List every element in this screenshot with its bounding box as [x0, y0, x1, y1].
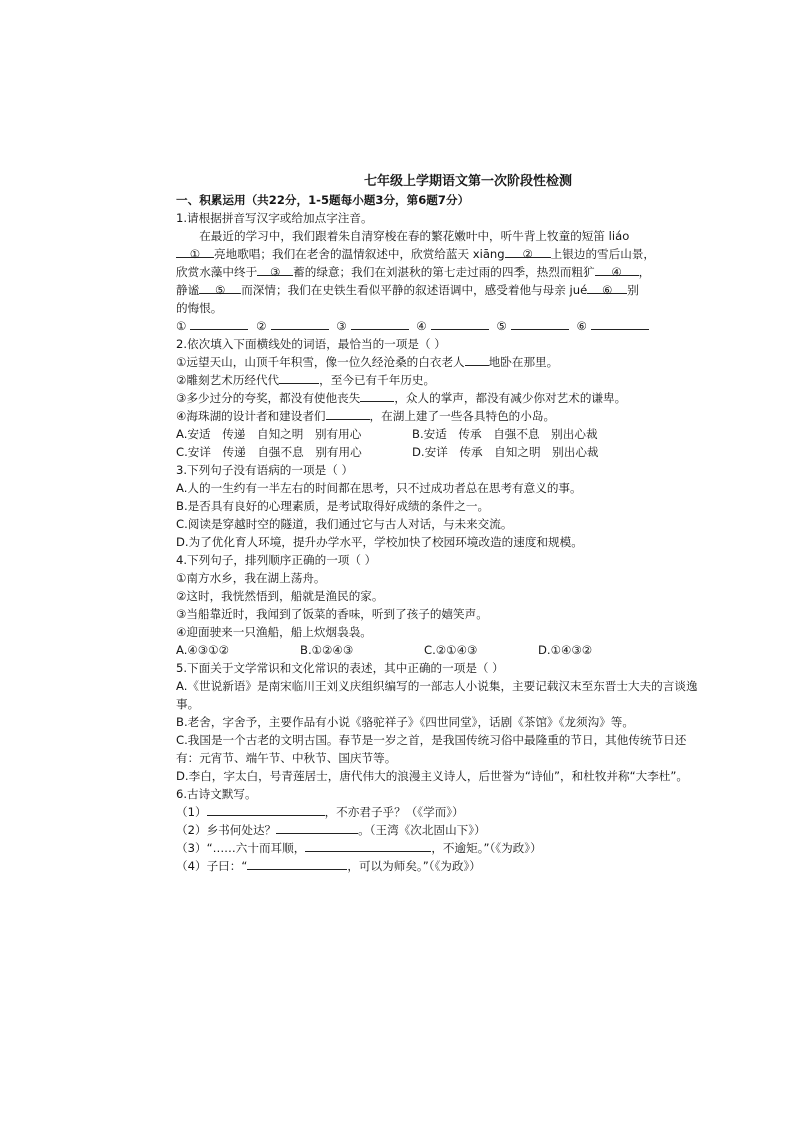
q1-para-line2: ① 亮地歌唱；我们在老舍的温情叙述中，欣赏给蓝天 xiāng ② 上银边的雪后山景， — [176, 245, 700, 263]
q3-option-a[interactable]: A.人的一生约有一半左右的时间都在思考，只不过成功者总在思考有意义的事。 — [176, 481, 582, 495]
blank-6: ⑥ — [587, 281, 627, 294]
q2-sentence-1: ①远望天山，山顶千年积雪，像一位久经沧桑的白衣老人 地卧在那里。 — [176, 355, 559, 369]
q4-sentence-4: ④迎面驶来一只渔船，船上炊烟袅袅。 — [176, 625, 372, 639]
q1-para-line5: 的悔恨。 — [176, 301, 223, 315]
q3-option-c[interactable]: C.阅读是穿越时空的隧道，我们通过它与古人对话，与未来交流。 — [176, 517, 513, 531]
q5-option-d[interactable]: D.李白，字太白，号青莲居士，唐代伟大的浪漫主义诗人，后世誉为“诗仙”，和杜牧并称“大李杜”。 — [176, 769, 688, 783]
q2-blank-1[interactable] — [465, 353, 489, 366]
q2-options-row1 — [176, 425, 700, 443]
answer-blank-2[interactable] — [271, 317, 329, 330]
q6-line-4: （4）子曰：“ ，可以为师矣。”（《为政》） — [176, 859, 481, 873]
blank-5: ⑤ — [199, 281, 241, 294]
q4-sentence-1: ①南方水乡，我在湖上荡舟。 — [176, 571, 326, 585]
q2-options-row2 — [176, 443, 700, 461]
q6-blank-2[interactable] — [276, 821, 358, 834]
q2-sentence-3: ③多少过分的夸奖，都没有使他丧失 ，众人的掌声，都没有减少你对艺术的谦卑。 — [176, 391, 627, 405]
q2-blank-4[interactable] — [326, 407, 370, 420]
blank-2: ② — [505, 245, 551, 258]
q2-blank-3[interactable] — [360, 389, 394, 402]
q5-stem: 5.下面关于文学常识和文化常识的表述，其中正确的一项是（ ） — [176, 661, 504, 675]
q4-sentence-3: ③当船靠近时，我闻到了饭菜的香味，听到了孩子的嬉笑声。 — [176, 607, 488, 621]
q6-blank-3[interactable] — [305, 839, 431, 852]
q2-sentence-4: ④海珠湖的设计者和建设者们 ，在湖上建了一些各具特色的小岛。 — [176, 409, 556, 423]
q4-stem: 4.下列句子，排列顺序正确的一项（ ） — [176, 553, 377, 567]
q5-option-a[interactable]: A.《世说新语》是南宋临川王刘义庆组织编写的一部志人小说集，主要记载汉末至东晋士大夫的言谈逸事。 — [176, 679, 698, 711]
section-heading: 一、积累运用（共22分，1-5题每小题3分，第6题7分） — [176, 193, 470, 207]
q2-sentence-2: ②雕刻艺术历经代代 ，至今已有千年历史。 — [176, 373, 436, 387]
q1-para-line1: 在最近的学习中，我们跟着朱自清穿梭在春的繁花嫩叶中，听牛背上牧童的短笛 liáo — [199, 229, 630, 243]
q2-option-a[interactable]: A.安适 传递 自知之明 别有用心 — [176, 427, 362, 441]
page-title: 七年级上学期语文第一次阶段性检测 — [363, 174, 572, 189]
q4-option-c[interactable]: C.②①④③ — [424, 643, 478, 657]
blank-1: ① — [176, 245, 214, 258]
q1-para-line4: 静谧 ⑤ 而深情；我们在史铁生看似平静的叙述语调中，感受着他与母亲 jué ⑥ 别 — [176, 283, 639, 297]
q3-option-b[interactable]: B.是否具有良好的心理素质，是考试取得好成绩的条件之一。 — [176, 499, 490, 513]
q4-options — [176, 641, 700, 659]
q4-option-b[interactable]: B.①②④③ — [300, 643, 354, 657]
q6-blank-4[interactable] — [247, 857, 347, 870]
q2-option-b[interactable]: B.安适 传承 自强不息 别出心裁 — [412, 427, 598, 441]
blank-3: ③ — [257, 263, 293, 276]
q2-option-d[interactable]: D.安详 传承 自知之明 别出心裁 — [412, 445, 599, 459]
q6-line-3: （3）“……六十而耳顺， ，不逾矩。”（《为政》） — [176, 841, 542, 855]
q6-line-1: （1） ，不亦君子乎？（《学而》） — [176, 805, 464, 819]
answer-blank-6[interactable] — [591, 317, 649, 330]
q2-option-c[interactable]: C.安详 传递 自强不息 别有用心 — [176, 445, 362, 459]
q6-blank-1[interactable] — [207, 803, 325, 816]
q1-stem: 1.请根据拼音写汉字或给加点字注音。 — [176, 211, 373, 225]
q5-option-c[interactable]: C.我国是一个古老的文明古国。春节是一岁之首，是我国传统习俗中最隆重的节日，其他传统节日还有：元宵节、端午节、中秋节、国庆节等。 — [176, 733, 687, 765]
answer-blank-1[interactable] — [190, 317, 248, 330]
q4-sentence-2: ②这时，我恍然悟到，船就是渔民的家。 — [176, 589, 384, 603]
q3-option-d[interactable]: D.为了优化育人环境，提升办学水平，学校加快了校园环境改造的速度和规模。 — [176, 535, 583, 549]
q2-stem: 2.依次填入下面横线处的词语，最恰当的一项是（ ） — [176, 337, 446, 351]
q5-option-b[interactable]: B.老舍，字舍予，主要作品有小说《骆驼祥子》《四世同堂》，话剧《茶馆》《龙须沟》等。 — [176, 715, 634, 729]
answer-blank-3[interactable] — [351, 317, 409, 330]
exam-content — [176, 173, 700, 875]
answer-blank-4[interactable] — [431, 317, 489, 330]
q1-answer-row: ① ② ③ ④ ⑤ ⑥ — [176, 317, 700, 335]
q2-blank-2[interactable] — [279, 371, 319, 384]
q3-stem: 3.下列句子没有语病的一项是（ ） — [176, 463, 354, 477]
q4-option-d[interactable]: D.①④③② — [538, 643, 593, 657]
q4-option-a[interactable]: A.④③①② — [176, 643, 229, 657]
q6-stem: 6.古诗文默写。 — [176, 787, 257, 801]
answer-blank-5[interactable] — [511, 317, 569, 330]
q1-para-line3: 欣赏水藻中终于 ③ 蓄的绿意；我们在刘湛秋的第七走过雨的四季，热烈而粗犷 ④ ， — [176, 265, 651, 279]
q6-line-2: （2）乡书何处达？ 。（王湾《次北固山下》） — [176, 823, 486, 837]
blank-4: ④ — [595, 263, 639, 276]
